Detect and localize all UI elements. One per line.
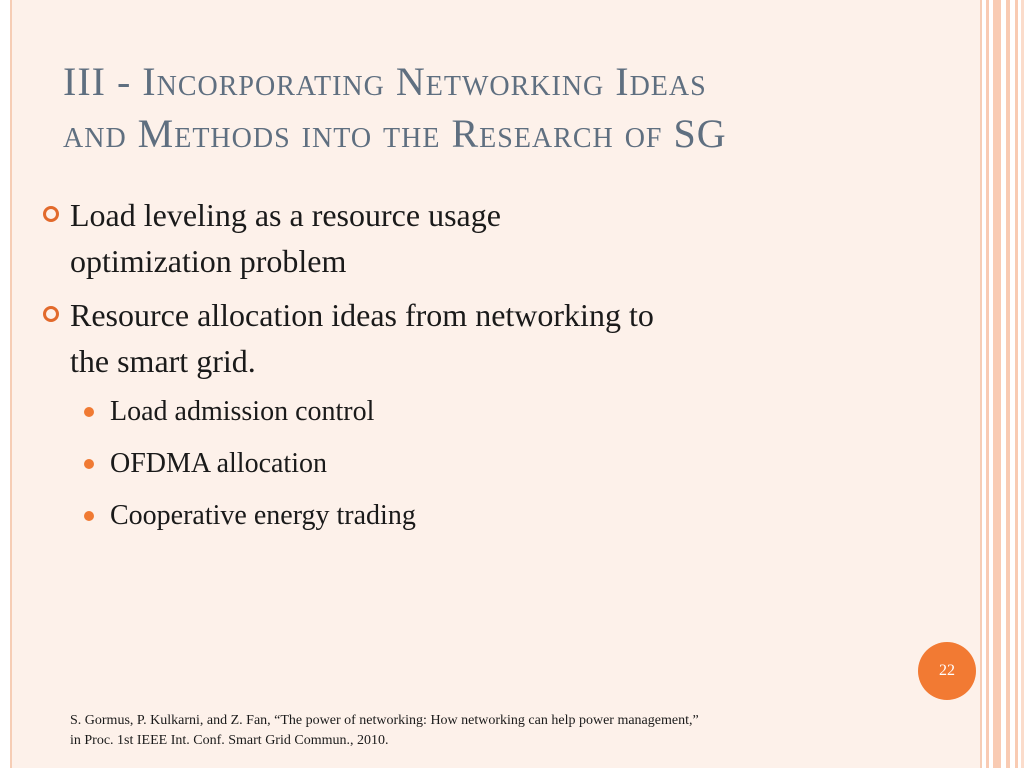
dot-bullet-icon (84, 511, 94, 521)
citation-line2: in Proc. 1st IEEE Int. Conf. Smart Grid Commun., 2010. (70, 733, 389, 748)
bullet-resource-allocation (40, 292, 940, 384)
dot-bullet-icon (84, 407, 94, 417)
bullet-text-line2: optimization problem (70, 243, 347, 279)
decorative-stripe (1006, 0, 1010, 768)
sub-bullet-ofdma (40, 444, 940, 484)
sub-bullet-text: OFDMA allocation (110, 448, 327, 479)
decorative-stripe (1015, 0, 1018, 768)
bullet-load-leveling (40, 192, 940, 284)
sub-bullet-text: Load admission control (110, 396, 375, 427)
dot-bullet-icon (84, 459, 94, 469)
citation-line1: S. Gormus, P. Kulkarni, and Z. Fan, “The power of networking: How networking can help power management,” (70, 713, 699, 728)
bullet-text-line1: Resource allocation ideas from networking to (70, 297, 654, 333)
page-number-badge: 22 (918, 642, 976, 700)
slide-title-line1: III - Incorporating Networking Ideas (63, 59, 707, 104)
decorative-stripe (993, 0, 1001, 768)
decorative-stripe (986, 0, 989, 768)
slide-title-line2: and Methods into the Research of SG (63, 111, 727, 156)
bullet-text-line1: Load leveling as a resource usage (70, 197, 501, 233)
ring-bullet-icon (43, 206, 59, 222)
sub-bullet-load-admission (40, 392, 940, 432)
bullet-text-line2: the smart grid. (70, 343, 256, 379)
citation (70, 711, 930, 751)
slide-title (63, 56, 943, 160)
sub-bullet-text: Cooperative energy trading (110, 500, 416, 531)
sub-bullet-energy-trading (40, 496, 940, 536)
ring-bullet-icon (43, 306, 59, 322)
slide-content (40, 192, 940, 548)
